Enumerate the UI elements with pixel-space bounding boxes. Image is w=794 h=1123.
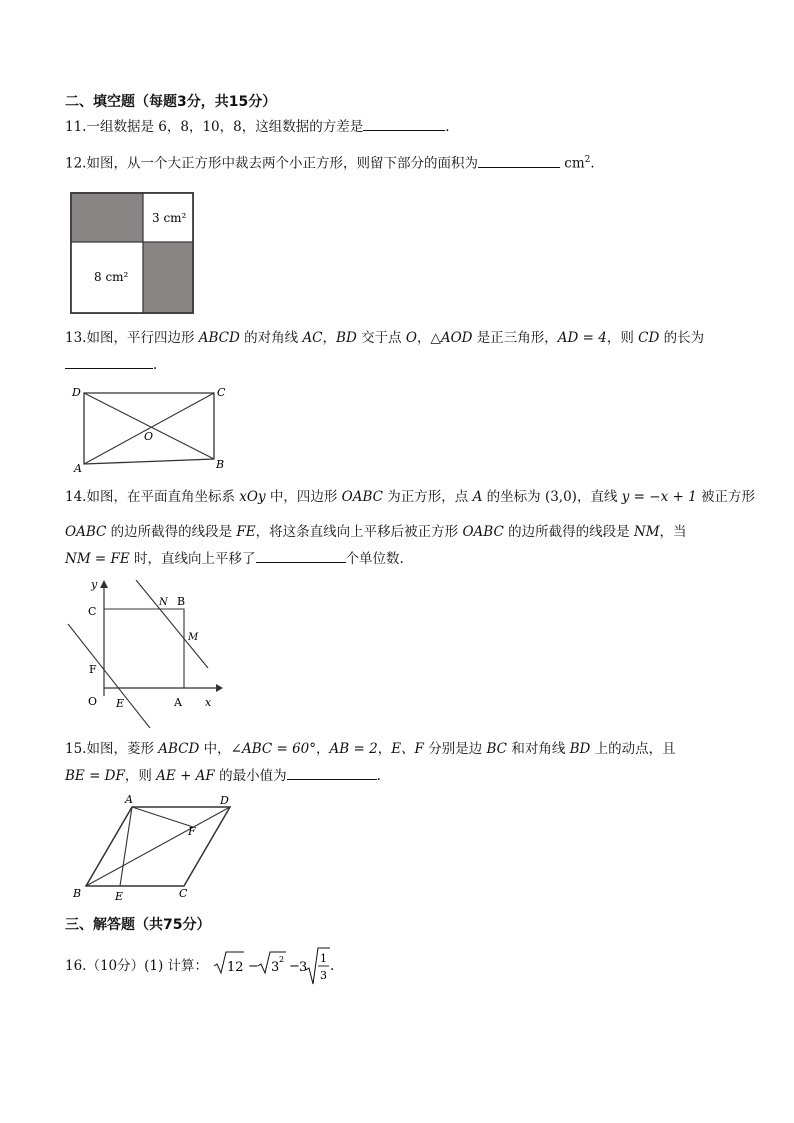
q15-t1: 15.如图，菱形 [65, 741, 159, 757]
q14-fe: FE [236, 524, 256, 540]
q13-bd: BD [336, 330, 357, 346]
q14-oabc-3: OABC [462, 524, 504, 540]
vertex-d-label: D [72, 386, 81, 399]
question-15-line2 [65, 765, 381, 785]
diagonal-ac [84, 393, 214, 464]
q15-ab: AB = 2 [329, 741, 378, 757]
point-e-label: E [115, 890, 124, 903]
point-b-label: B [177, 595, 186, 608]
vertex-b-label: B [216, 458, 225, 471]
q15-bc: BC [486, 741, 508, 757]
question-16 [65, 957, 208, 975]
q11-end: . [445, 119, 450, 135]
point-f-label: F [89, 663, 97, 676]
q13-aod: AOD [440, 330, 473, 346]
fill-blank-section-title: 二、填空题（每题3分，共15分） [65, 94, 277, 110]
y-label: y [91, 578, 98, 591]
q14-t4: 的坐标为 [482, 489, 545, 505]
shaded-region-top [71, 193, 143, 242]
origin-label: O [88, 695, 98, 708]
radicand-12: 12 [227, 960, 244, 975]
q14-t8: ，将这条直线向上平移后被正方形 [255, 524, 463, 540]
q13-t5: ，△ [416, 330, 441, 346]
fraction-denominator: 3 [320, 969, 327, 982]
point-o-label: O [144, 430, 154, 443]
q14-t6: 被正方形 [696, 489, 755, 505]
q14-t9: 的边所截得的线段是 [503, 524, 634, 540]
q14-oabc: OABC [341, 489, 383, 505]
q15-t3: ， [316, 741, 330, 757]
q14-t12: 个单位数. [345, 551, 404, 567]
q14-t2: 中，四边形 [265, 489, 342, 505]
q14-nm-fe: NM = FE [65, 551, 130, 567]
q15-figure [70, 793, 240, 903]
q15-angle: ∠ABC = 60° [230, 741, 317, 757]
diagonal-bd [84, 393, 214, 459]
point-a-label: A [174, 696, 182, 709]
q14-t3: 为正方形，点 [383, 489, 473, 505]
q14-t11: 时，直线向上平移了 [129, 551, 256, 567]
question-14-line2 [65, 523, 687, 541]
q14-t10: ，当 [659, 524, 687, 540]
q13-answer-blank[interactable] [65, 354, 153, 369]
q14-xoy: xOy [239, 489, 266, 505]
radicand-3: 3 [271, 960, 280, 975]
diagonal-bd [86, 807, 230, 886]
coefficient-3: 3 [299, 960, 308, 975]
q12-answer-blank[interactable] [478, 153, 560, 168]
q16-expression [212, 946, 335, 988]
question-11 [65, 116, 450, 136]
q14-answer-blank[interactable] [256, 548, 346, 563]
segment-ae [120, 807, 132, 886]
q15-bd: BD [569, 741, 591, 757]
q14-t1: 14.如图，在平面直角坐标系 [65, 489, 240, 505]
q15-t6: 和对角线 [507, 741, 570, 757]
y-axis-arrow [100, 580, 108, 588]
q13-cd: CD [638, 330, 660, 346]
point-n-label: N [159, 597, 168, 608]
q12-end: . [590, 155, 595, 172]
question-14-line1 [65, 488, 755, 506]
q11-text: 11.一组数据是 6，8，10，8，这组数据的方差是 [65, 119, 364, 135]
q15-end: . [376, 768, 381, 784]
q13-o: O [405, 330, 417, 346]
question-13-line2 [65, 354, 157, 374]
q15-be-df: BE = DF [65, 768, 125, 784]
q16-end: . [330, 958, 335, 974]
square-oabc [104, 609, 184, 688]
medium-square-label: 8 cm² [94, 270, 129, 284]
q13-ac: AC [302, 330, 323, 346]
q15-abcd: ABCD [158, 741, 200, 757]
q14-nm: NM [633, 524, 660, 540]
vertex-c-label: C [179, 887, 188, 900]
q12-unit-exp: 2 [584, 155, 591, 165]
q15-t8: ，则 [124, 768, 157, 784]
vertex-c-label: C [217, 386, 226, 399]
q13-figure [68, 384, 238, 476]
q12-figure [70, 192, 195, 314]
minus-sign-2: − [289, 959, 300, 974]
shaded-region-bottom [143, 242, 193, 313]
q14-coord: (3,0) [544, 489, 577, 505]
x-label: x [205, 696, 212, 709]
vertex-a-label: A [125, 793, 133, 806]
vertex-b-label: B [73, 887, 82, 900]
vertex-d-label: D [220, 794, 229, 807]
q14-equation: y = −x + 1 [621, 489, 697, 505]
q11-answer-blank[interactable] [363, 116, 445, 131]
q13-abcd: ABCD [198, 330, 240, 346]
q12-text: 12.如图，从一个大正方形中裁去两个小正方形，则留下部分的面积为 [65, 155, 478, 172]
q13-end: . [153, 357, 158, 373]
question-12 [65, 151, 595, 173]
q13-t8: 的长为 [659, 330, 705, 346]
point-e-label: E [116, 697, 125, 710]
q14-figure [64, 576, 224, 738]
question-13 [65, 329, 704, 347]
segment-af [132, 807, 193, 827]
q13-t6: 是正三角形， [472, 330, 558, 346]
question-15-line1 [65, 740, 676, 758]
point-f-label: F [188, 825, 196, 838]
q15-sum: AE + AF [156, 768, 215, 784]
x-axis-arrow [216, 684, 223, 692]
q15-t5: 分别是边 [423, 741, 487, 757]
q15-answer-blank[interactable] [287, 765, 377, 780]
q14-oabc-2: OABC [65, 524, 107, 540]
q15-t7: 上的动点，且 [590, 741, 676, 757]
fraction-numerator: 1 [320, 952, 327, 965]
q13-t2: 的对角线 [239, 330, 303, 346]
q13-ad: AD = 4 [557, 330, 607, 346]
minus-sign-1: − [248, 959, 259, 974]
q15-t4: ， [377, 741, 392, 757]
q16-text: 16.（10分）(1) 计算： [65, 958, 209, 974]
q13-t7: ，则 [606, 330, 639, 346]
answer-section-title: 三、解答题（共75分） [65, 917, 211, 933]
line-nm [136, 580, 208, 668]
q15-t9: 的最小值为 [214, 768, 287, 784]
q15-t2: 中， [199, 741, 231, 757]
q13-t1: 13.如图，平行四边形 [65, 330, 199, 346]
q13-t3: ， [322, 330, 337, 346]
point-m-label: M [188, 632, 199, 643]
radicand-3-exp: 2 [279, 955, 285, 964]
q12-unit: cm [564, 155, 585, 172]
point-c-label: C [88, 605, 97, 618]
q13-t4: 交于点 [356, 330, 406, 346]
q14-t5: ，直线 [576, 489, 622, 505]
question-14-line3 [65, 548, 404, 568]
q14-t7: 的边所截得的线段是 [106, 524, 237, 540]
vertex-a-label: A [74, 462, 82, 475]
small-square-label: 3 cm² [152, 211, 187, 225]
q15-ef: E、F [391, 741, 424, 757]
line-fe [68, 624, 150, 728]
q14-a: A [472, 489, 483, 505]
